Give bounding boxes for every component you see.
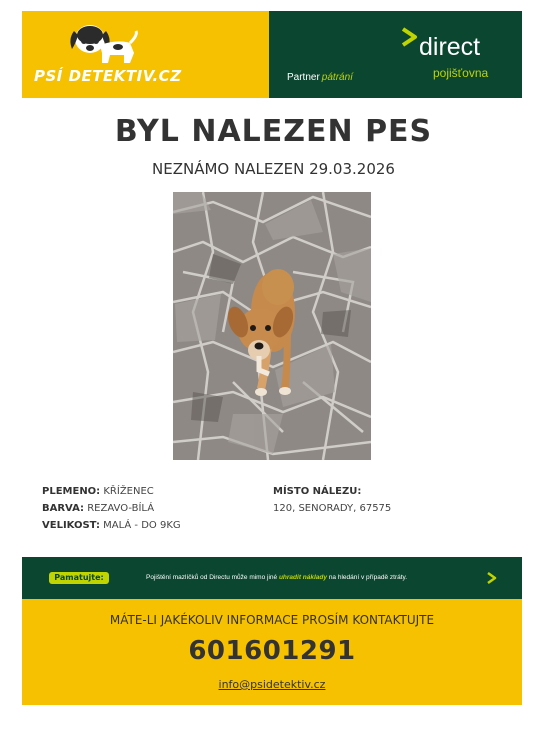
insurance-banner[interactable]: [22, 557, 522, 599]
color-row: [42, 500, 181, 517]
color-label: BARVA:: [42, 503, 85, 514]
header: [22, 11, 522, 98]
place-value: 120, SENORADY, 67575: [273, 503, 392, 514]
dog-details: [42, 483, 181, 534]
breed-row: [42, 483, 181, 500]
breed-label: PLEMENO:: [42, 486, 101, 497]
dog-logo-icon: [60, 21, 140, 67]
place-label: MÍSTO NÁLEZU:: [273, 486, 362, 497]
phone-number[interactable]: 601601291: [188, 636, 356, 666]
chevron-right-icon[interactable]: [485, 571, 499, 585]
size-value: MALÁ - DO 9KG: [103, 520, 181, 531]
page-title: BYL NALEZEN PES: [114, 114, 433, 149]
page-subtitle: NEZNÁMO NALEZEN 29.03.2026: [152, 160, 395, 178]
size-row: [42, 517, 181, 534]
email-link[interactable]: info@psidetektiv.cz: [218, 678, 326, 691]
banner-text: Pojištění mazlíčků od Directu může mimo jiné uhradit náklady na hledání v případě ztráty.: [146, 574, 408, 581]
size-label: VELIKOST:: [42, 520, 100, 531]
found-location: [273, 483, 391, 517]
color-value: REZAVO-BÍLÁ: [87, 503, 155, 514]
remember-pill: Pamatujte:: [49, 572, 109, 584]
brand-panel: [22, 11, 269, 98]
sponsor-name: direct: [419, 33, 481, 61]
sponsor-panel: [269, 11, 522, 98]
contact-heading: MÁTE-LI JAKÉKOLIV INFORMACE PROSÍM KONTAKTUJTE: [109, 613, 435, 627]
sponsor-subtitle: pojišťovna: [433, 66, 489, 80]
brand-name: PSÍ DETEKTIV.CZ: [34, 67, 182, 85]
partner-label: Partner pátrání: [287, 72, 353, 83]
breed-value: KŘÍŽENEC: [103, 486, 154, 497]
contact-section: [22, 599, 522, 705]
dog-photo: [173, 192, 371, 460]
